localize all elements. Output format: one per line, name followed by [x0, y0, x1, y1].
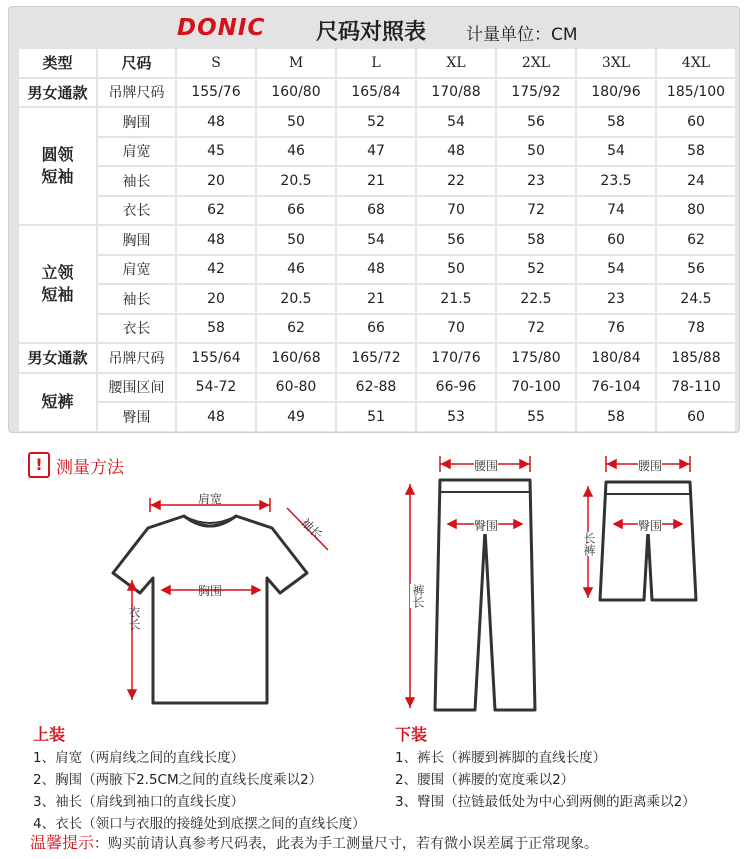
table-cell: 62 — [177, 197, 255, 225]
table-cell: 175/80 — [497, 344, 575, 372]
group-label: 男女通款 — [19, 344, 96, 372]
table-row — [19, 285, 735, 313]
table-cell: 80 — [657, 197, 735, 225]
table-cell: 24.5 — [657, 285, 735, 313]
waist-label: 腰围 — [474, 459, 499, 473]
pants-drawing — [400, 450, 550, 715]
shoulder-label: 肩宽 — [198, 492, 223, 506]
row-label: 胸围 — [98, 108, 175, 136]
row-label: 衣长 — [98, 197, 175, 225]
table-cell: 54-72 — [177, 374, 255, 402]
bottom-note-3: 3、臀围（拉链最低处为中心到两侧的距离乘以2） — [395, 794, 696, 810]
shorts-length-label: 长裤 — [582, 532, 596, 556]
row-label: 肩宽 — [98, 138, 175, 166]
table-cell: 78-110 — [657, 374, 735, 402]
table-row — [19, 256, 735, 284]
table-cell: 155/64 — [177, 344, 255, 372]
row-label: 袖长 — [98, 285, 175, 313]
table-cell: 22 — [417, 167, 495, 195]
size-col-header: S — [177, 49, 255, 77]
size-table — [17, 47, 737, 433]
table-cell: 155/76 — [177, 79, 255, 107]
table-cell: 72 — [497, 315, 575, 343]
top-note-2: 2、胸围（两腋下2.5CM之间的直线长度乘以2） — [33, 772, 323, 788]
table-cell: 58 — [497, 226, 575, 254]
table-cell: 160/68 — [257, 344, 335, 372]
size-col-header: M — [257, 49, 335, 77]
shorts-hip-label: 臀围 — [638, 519, 663, 533]
table-cell: 52 — [337, 108, 415, 136]
table-cell: 76 — [577, 315, 655, 343]
table-cell: 54 — [577, 138, 655, 166]
table-cell: 72 — [497, 197, 575, 225]
table-cell: 170/88 — [417, 79, 495, 107]
table-cell: 185/100 — [657, 79, 735, 107]
pants-diagram — [400, 450, 550, 715]
row-label: 吊牌尺码 — [98, 344, 175, 372]
row-label: 吊牌尺码 — [98, 79, 175, 107]
size-chart-panel — [8, 6, 740, 433]
shorts-waist-label: 腰围 — [638, 459, 663, 473]
table-cell: 20.5 — [257, 285, 335, 313]
table-cell: 58 — [577, 403, 655, 431]
table-cell: 53 — [417, 403, 495, 431]
measure-title — [28, 452, 124, 478]
table-cell: 50 — [257, 108, 335, 136]
table-cell: 180/96 — [577, 79, 655, 107]
table-cell: 62 — [657, 226, 735, 254]
table-cell: 60 — [577, 226, 655, 254]
table-cell: 51 — [337, 403, 415, 431]
size-header: 尺码 — [98, 49, 175, 77]
measure-title-text: 测量方法 — [56, 457, 124, 478]
group-label-text: 立领短袖 — [41, 263, 74, 304]
table-cell: 50 — [257, 226, 335, 254]
table-cell: 48 — [177, 403, 255, 431]
tshirt-diagram — [100, 478, 350, 713]
table-cell: 170/76 — [417, 344, 495, 372]
table-cell: 20 — [177, 285, 255, 313]
table-cell: 160/80 — [257, 79, 335, 107]
table-cell: 48 — [177, 108, 255, 136]
sleeve-label: 袖长 — [298, 515, 326, 543]
table-cell: 42 — [177, 256, 255, 284]
table-cell: 46 — [257, 256, 335, 284]
shorts-diagram — [578, 450, 708, 605]
table-cell: 45 — [177, 138, 255, 166]
warm-tip-text: ：购买前请认真参考尺码表，此表为手工测量尺寸，若有微小误差属于正常现象。 — [94, 836, 599, 852]
row-label: 肩宽 — [98, 256, 175, 284]
table-cell: 48 — [417, 138, 495, 166]
row-label: 臀围 — [98, 403, 175, 431]
table-row — [19, 374, 735, 402]
donic-logo: DONIC — [177, 15, 266, 41]
table-row — [19, 108, 735, 136]
chest-label: 胸围 — [198, 584, 223, 598]
table-row — [19, 315, 735, 343]
table-cell: 70 — [417, 315, 495, 343]
table-cell: 54 — [337, 226, 415, 254]
table-cell: 66 — [257, 197, 335, 225]
top-note-3: 3、袖长（肩线到袖口的直线长度） — [33, 794, 245, 810]
size-col-header: L — [337, 49, 415, 77]
table-cell: 54 — [417, 108, 495, 136]
table-row — [19, 197, 735, 225]
table-cell: 56 — [657, 256, 735, 284]
table-cell: 58 — [177, 315, 255, 343]
table-cell: 60 — [657, 403, 735, 431]
unit-label: 计量单位：CM — [466, 25, 578, 45]
table-cell: 68 — [337, 197, 415, 225]
table-cell: 22.5 — [497, 285, 575, 313]
table-row — [19, 344, 735, 372]
group-label — [19, 226, 96, 342]
table-header-row — [19, 49, 735, 77]
table-cell: 21 — [337, 285, 415, 313]
table-cell: 70-100 — [497, 374, 575, 402]
table-cell: 20 — [177, 167, 255, 195]
top-notes-title: 上装 — [33, 725, 66, 744]
group-label: 男女通款 — [19, 79, 96, 107]
table-cell: 49 — [257, 403, 335, 431]
table-cell: 21.5 — [417, 285, 495, 313]
table-row — [19, 167, 735, 195]
warm-tip — [30, 830, 598, 853]
row-label: 腰围区间 — [98, 374, 175, 402]
table-cell: 60-80 — [257, 374, 335, 402]
table-cell: 21 — [337, 167, 415, 195]
top-note-4: 4、衣长（领口与衣服的接缝处到底摆之间的直线长度） — [33, 816, 366, 832]
row-label: 衣长 — [98, 315, 175, 343]
pants-length-label: 裤长 — [411, 584, 425, 608]
size-col-header: 3XL — [577, 49, 655, 77]
size-col-header: 4XL — [657, 49, 735, 77]
table-cell: 78 — [657, 315, 735, 343]
table-cell: 48 — [177, 226, 255, 254]
table-cell: 20.5 — [257, 167, 335, 195]
type-header: 类型 — [19, 49, 96, 77]
table-row — [19, 403, 735, 431]
table-cell: 185/88 — [657, 344, 735, 372]
table-cell: 58 — [657, 138, 735, 166]
table-cell: 56 — [497, 108, 575, 136]
bottom-notes-title: 下装 — [395, 725, 428, 744]
table-cell: 175/92 — [497, 79, 575, 107]
chart-header — [9, 7, 739, 47]
table-cell: 46 — [257, 138, 335, 166]
warm-tip-key: 温馨提示 — [30, 833, 95, 852]
group-label — [19, 108, 96, 224]
table-cell: 165/84 — [337, 79, 415, 107]
table-cell: 66 — [337, 315, 415, 343]
table-row — [19, 138, 735, 166]
table-cell: 56 — [417, 226, 495, 254]
table-cell: 50 — [497, 138, 575, 166]
chart-title: 尺码对照表 — [316, 20, 427, 45]
hip-label: 臀围 — [474, 519, 499, 533]
table-cell: 70 — [417, 197, 495, 225]
bottom-note-2: 2、腰围（裤腰的宽度乘以2） — [395, 772, 575, 788]
table-cell: 180/84 — [577, 344, 655, 372]
table-cell: 52 — [497, 256, 575, 284]
table-cell: 50 — [417, 256, 495, 284]
table-cell: 54 — [577, 256, 655, 284]
group-label: 短裤 — [19, 374, 96, 431]
table-cell: 23.5 — [577, 167, 655, 195]
table-cell: 74 — [577, 197, 655, 225]
table-cell: 47 — [337, 138, 415, 166]
tshirt-drawing — [100, 478, 350, 713]
table-cell: 48 — [337, 256, 415, 284]
table-cell: 23 — [497, 167, 575, 195]
table-cell: 23 — [577, 285, 655, 313]
table-cell: 58 — [577, 108, 655, 136]
exclamation-icon: ! — [28, 452, 50, 478]
size-col-header: XL — [417, 49, 495, 77]
table-cell: 62-88 — [337, 374, 415, 402]
length-label: 衣长 — [127, 606, 141, 630]
table-cell: 66-96 — [417, 374, 495, 402]
table-cell: 60 — [657, 108, 735, 136]
bottom-note-1: 1、裤长（裤腰到裤脚的直线长度） — [395, 750, 607, 766]
table-cell: 62 — [257, 315, 335, 343]
row-label: 袖长 — [98, 167, 175, 195]
group-label-text: 圆领短袖 — [41, 145, 74, 186]
row-label: 胸围 — [98, 226, 175, 254]
table-cell: 165/72 — [337, 344, 415, 372]
table-row — [19, 226, 735, 254]
table-cell: 24 — [657, 167, 735, 195]
table-cell: 76-104 — [577, 374, 655, 402]
table-cell: 55 — [497, 403, 575, 431]
top-note-1: 1、肩宽（两肩线之间的直线长度） — [33, 750, 245, 766]
table-row — [19, 79, 735, 107]
size-col-header: 2XL — [497, 49, 575, 77]
